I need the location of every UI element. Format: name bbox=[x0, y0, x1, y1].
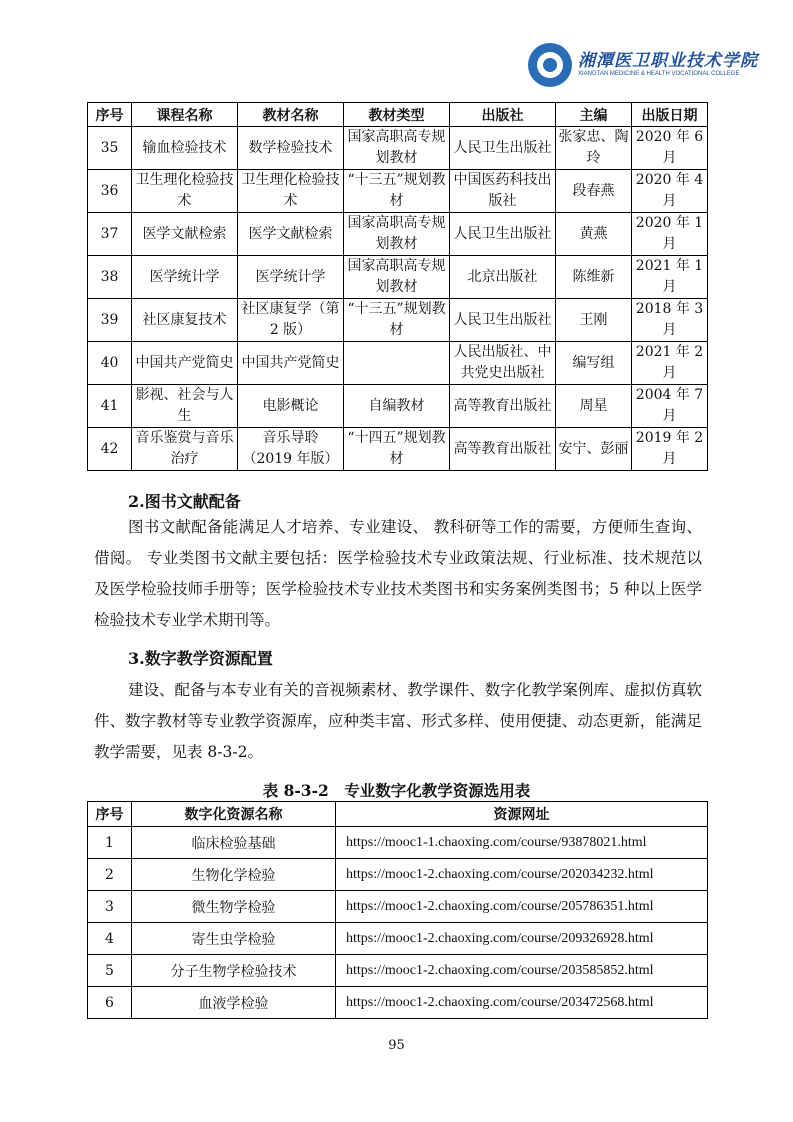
table-cell: 输血检验技术 bbox=[132, 127, 238, 170]
resource-link[interactable]: https://mooc1-2.chaoxing.com/course/203585852.html bbox=[336, 955, 708, 987]
table-cell: 41 bbox=[88, 385, 132, 428]
table-cell: 血液学检验 bbox=[132, 987, 336, 1019]
table-row bbox=[88, 827, 708, 859]
table-cell: 音乐导聆（2019 年版） bbox=[238, 428, 344, 471]
col-header-type: 教材类型 bbox=[344, 103, 450, 127]
table-cell: 国家高职高专规划教材 bbox=[344, 213, 450, 256]
table-cell: 影视、社会与人生 bbox=[132, 385, 238, 428]
table-cell: 寄生虫学检验 bbox=[132, 923, 336, 955]
table-cell bbox=[344, 342, 450, 385]
table-cell: 35 bbox=[88, 127, 132, 170]
table-cell: 医学统计学 bbox=[238, 256, 344, 299]
table-cell: 1 bbox=[88, 827, 132, 859]
college-logo bbox=[528, 40, 778, 90]
table-cell: “十三五”规划教材 bbox=[344, 170, 450, 213]
resource-link[interactable]: https://mooc1-2.chaoxing.com/course/209326928.html bbox=[336, 923, 708, 955]
table-cell: 张家忠、陶玲 bbox=[556, 127, 632, 170]
table-cell: 段春燕 bbox=[556, 170, 632, 213]
table-cell: 人民卫生出版社 bbox=[450, 213, 556, 256]
table-header-row bbox=[88, 802, 708, 827]
table-row bbox=[88, 170, 708, 213]
table-cell: 安宁、彭丽 bbox=[556, 428, 632, 471]
digital-resource-table bbox=[87, 801, 708, 1019]
table-row bbox=[88, 891, 708, 923]
table-cell: 医学文献检索 bbox=[132, 213, 238, 256]
table-cell: 38 bbox=[88, 256, 132, 299]
table-header-row bbox=[88, 103, 708, 127]
table-cell: 社区康复学（第 2 版） bbox=[238, 299, 344, 342]
table-row bbox=[88, 955, 708, 987]
table-row bbox=[88, 859, 708, 891]
resource-link[interactable]: https://mooc1-1.chaoxing.com/course/93878021.html bbox=[336, 827, 708, 859]
col-header-course: 课程名称 bbox=[132, 103, 238, 127]
col-header-index: 序号 bbox=[88, 103, 132, 127]
col-header-index: 序号 bbox=[88, 802, 132, 827]
table-cell: 39 bbox=[88, 299, 132, 342]
table-cell: 2021 年 1 月 bbox=[632, 256, 708, 299]
table-cell: 临床检验基础 bbox=[132, 827, 336, 859]
table-cell: 40 bbox=[88, 342, 132, 385]
page-number: 95 bbox=[388, 1038, 405, 1053]
logo-chinese-name: 湘潭医卫职业技术学院 bbox=[578, 50, 758, 71]
section-paragraph-digital: 建设、配备与本专业有关的音视频素材、教学课件、数字化教学案例库、虚拟仿真软件、数字教材等专业教学资源库，应种类丰富、形式多样、使用便捷、动态更新，能满足教学需要，见表 8-3-2。 bbox=[94, 681, 702, 761]
table-cell: 分子生物学检验技术 bbox=[132, 955, 336, 987]
section-heading-library: 2.图书文献配备 bbox=[128, 492, 241, 511]
table-cell: 陈维新 bbox=[556, 256, 632, 299]
table-cell: 5 bbox=[88, 955, 132, 987]
section-paragraph-library: 图书文献配备能满足人才培养、专业建设、 教科研等工作的需要，方便师生查询、借阅。 专业类图书文献主要包括：医学检验技术专业政策法规、行业标准、技术规范以及医学检验技师手册等；医学检验技术专业技术类图书和实务案例类图书；5 种以上医学检验技术专业学术期刊等。 bbox=[94, 518, 702, 629]
table-row bbox=[88, 385, 708, 428]
resource-link[interactable]: https://mooc1-2.chaoxing.com/course/202034232.html bbox=[336, 859, 708, 891]
table-cell: 中国共产党简史 bbox=[238, 342, 344, 385]
table-cell: 2020 年 6 月 bbox=[632, 127, 708, 170]
table-row bbox=[88, 299, 708, 342]
table-cell: “十三五”规划教材 bbox=[344, 299, 450, 342]
table-cell: 王刚 bbox=[556, 299, 632, 342]
textbook-table bbox=[87, 102, 708, 471]
table-cell: 医学统计学 bbox=[132, 256, 238, 299]
table-cell: 音乐鉴赏与音乐治疗 bbox=[132, 428, 238, 471]
table-row bbox=[88, 987, 708, 1019]
col-header-resource-name: 数字化资源名称 bbox=[132, 802, 336, 827]
table-cell: 社区康复技术 bbox=[132, 299, 238, 342]
col-header-publisher: 出版社 bbox=[450, 103, 556, 127]
table-cell: 国家高职高专规划教材 bbox=[344, 256, 450, 299]
table-cell: 黄燕 bbox=[556, 213, 632, 256]
table-cell: 3 bbox=[88, 891, 132, 923]
table-cell: 周星 bbox=[556, 385, 632, 428]
table-cell: 医学文献检索 bbox=[238, 213, 344, 256]
resource-link[interactable]: https://mooc1-2.chaoxing.com/course/205786351.html bbox=[336, 891, 708, 923]
table-cell: 高等教育出版社 bbox=[450, 385, 556, 428]
section-heading-digital: 3.数字教学资源配置 bbox=[128, 649, 273, 668]
table-cell: 4 bbox=[88, 923, 132, 955]
table-row bbox=[88, 256, 708, 299]
table-cell: 自编教材 bbox=[344, 385, 450, 428]
table-cell: 人民卫生出版社 bbox=[450, 299, 556, 342]
table-cell: 36 bbox=[88, 170, 132, 213]
col-header-textbook: 教材名称 bbox=[238, 103, 344, 127]
table-row bbox=[88, 127, 708, 170]
table-cell: 2021 年 2 月 bbox=[632, 342, 708, 385]
table-row bbox=[88, 923, 708, 955]
table-row bbox=[88, 428, 708, 471]
table-cell: 卫生理化检验技术 bbox=[238, 170, 344, 213]
table-cell: 2020 年 4 月 bbox=[632, 170, 708, 213]
table-cell: 2020 年 1 月 bbox=[632, 213, 708, 256]
college-emblem-icon bbox=[528, 43, 572, 87]
table-cell: 2 bbox=[88, 859, 132, 891]
table-cell: “十四五”规划教材 bbox=[344, 428, 450, 471]
table-cell: 42 bbox=[88, 428, 132, 471]
table-cell: 编写组 bbox=[556, 342, 632, 385]
table-caption: 表 8-3-2 专业数字化教学资源选用表 bbox=[262, 781, 531, 800]
table-cell: 6 bbox=[88, 987, 132, 1019]
table-cell: 电影概论 bbox=[238, 385, 344, 428]
table-cell: 中国共产党简史 bbox=[132, 342, 238, 385]
table-cell: 生物化学检验 bbox=[132, 859, 336, 891]
table-cell: 37 bbox=[88, 213, 132, 256]
table-cell: 2004 年 7 月 bbox=[632, 385, 708, 428]
col-header-resource-url: 资源网址 bbox=[336, 802, 708, 827]
table-cell: 人民出版社、中共党史出版社 bbox=[450, 342, 556, 385]
table-cell: 高等教育出版社 bbox=[450, 428, 556, 471]
table-cell: 人民卫生出版社 bbox=[450, 127, 556, 170]
table-cell: 中国医药科技出版社 bbox=[450, 170, 556, 213]
table-cell: 2019 年 2 月 bbox=[632, 428, 708, 471]
resource-link[interactable]: https://mooc1-2.chaoxing.com/course/203472568.html bbox=[336, 987, 708, 1019]
table-cell: 2018 年 3 月 bbox=[632, 299, 708, 342]
col-header-date: 出版日期 bbox=[632, 103, 708, 127]
logo-english-name: XIANGTAN MEDICINE & HEALTH VOCATIONAL COLLEGE bbox=[578, 70, 740, 77]
table-cell: 国家高职高专规划教材 bbox=[344, 127, 450, 170]
table-cell: 微生物学检验 bbox=[132, 891, 336, 923]
col-header-editor: 主编 bbox=[556, 103, 632, 127]
table-cell: 北京出版社 bbox=[450, 256, 556, 299]
table-row bbox=[88, 213, 708, 256]
table-cell: 卫生理化检验技术 bbox=[132, 170, 238, 213]
table-row bbox=[88, 342, 708, 385]
table-cell: 数学检验技术 bbox=[238, 127, 344, 170]
